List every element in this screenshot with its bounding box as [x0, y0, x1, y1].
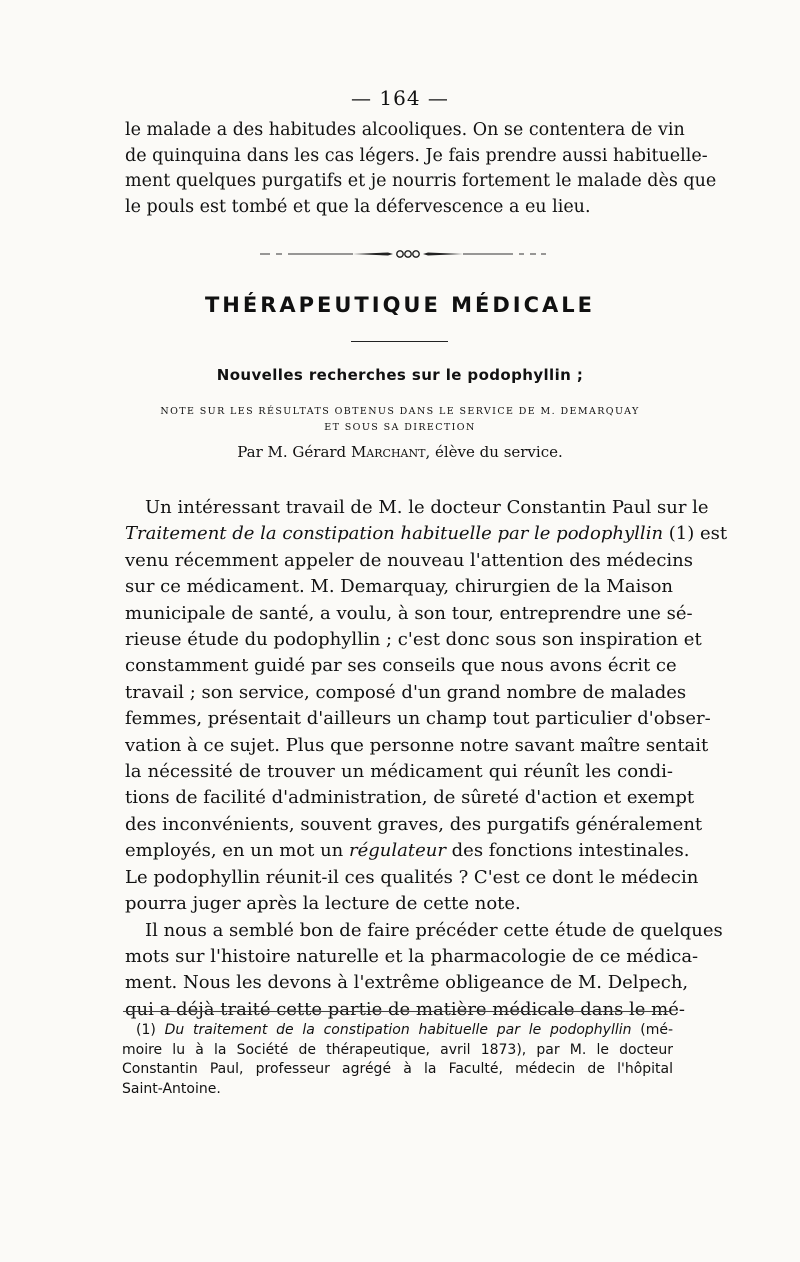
footnote-citation: Du traitement de la constipation habituelle par le podophyllin [164, 1022, 632, 1038]
footnote-line [122, 1021, 673, 1041]
author-name: Marchant [350, 443, 426, 461]
footnote [122, 1021, 673, 1099]
text-line: femmes, présentait d'ailleurs un champ tout particulier d'obser- [125, 708, 711, 730]
text-line: mots sur l'histoire naturelle et la pharmacologie de ce médica- [125, 945, 699, 967]
section-title: THÉRAPEUTIQUE MÉDICALE [204, 293, 596, 317]
section-divider-ornament [258, 243, 548, 265]
footnote-line: Saint-Antoine. [122, 1080, 221, 1097]
text-line: ment quelques purgatifs et je nourris fortement le malade dès que [125, 171, 717, 192]
text-line: des inconvénients, souvent graves, des purgatifs généralement [125, 813, 703, 835]
text-line: de quinquina dans les cas légers. Je fais prendre aussi habituelle- [125, 145, 708, 166]
text-line: la nécessité de trouver un médicament qui réunît les condi- [125, 761, 673, 783]
text-line: vation à ce sujet. Plus que personne notre savant maître sentait [125, 734, 709, 756]
text-line: Le podophyllin réunit-il ces qualités ? C'est ce dont le médecin [125, 866, 699, 888]
subtitle-line: NOTE SUR LES RÉSULTATS OBTENUS DANS LE SERVICE DE M. DEMARQUAY [160, 406, 640, 417]
main-text [125, 495, 728, 1023]
author-line [0, 442, 800, 462]
text-line: tions de facilité d'administration, de sûreté d'action et exempt [125, 787, 695, 809]
title-rule [351, 341, 448, 342]
text-line: Il nous a semblé bon de faire précéder cette étude de quelques [145, 919, 723, 941]
text-line: venu récemment appeler de nouveau l'attention des médecins [125, 549, 693, 571]
citation-title: Traitement de la constipation habituelle par le podophyllin [125, 523, 664, 545]
page-number: — 164 — [351, 86, 449, 110]
author-suffix: , élève du service. [425, 443, 563, 461]
text-line: sur ce médicament. M. Demarquay, chirurgien de la Maison [125, 576, 674, 598]
text-fragment: (1) est [663, 523, 728, 545]
text-fragment: employés, en un mot un [125, 840, 349, 862]
text-line: qui a déjà traité cette partie de matière médicale dans le mé- [125, 998, 685, 1020]
intro-paragraph [125, 118, 717, 220]
text-line: constamment guidé par ses conseils que nous avons écrit ce [125, 655, 677, 677]
text-line: pourra juger après la lecture de cette note. [125, 893, 521, 915]
subtitle-line: ET SOUS SA DIRECTION [324, 422, 476, 433]
author-prefix: Par M. Gérard [237, 443, 347, 461]
footnote-rule [123, 1011, 671, 1012]
footnote-line: Constantin Paul, professeur agrégé à la Faculté, médecin de l'hôpital [122, 1061, 673, 1078]
text-line [125, 838, 690, 864]
text-line [125, 521, 728, 547]
footnote-line: moire lu à la Société de thérapeutique, avril 1873), par M. le docteur [122, 1041, 673, 1058]
text-line: travail ; son service, composé d'un grand nombre de malades [125, 681, 687, 703]
text-line: le malade a des habitudes alcooliques. On se contentera de vin [125, 120, 685, 140]
article-title: Nouvelles recherches sur le podophyllin ; [216, 366, 584, 384]
text-line: municipale de santé, a voulu, à son tour, entreprendre une sé- [125, 602, 693, 624]
article-subtitle-2 [0, 420, 800, 436]
text-line: rieuse étude du podophyllin ; c'est donc sous son inspiration et [125, 629, 702, 651]
footnote-marker: (1) [136, 1022, 156, 1038]
text-line: le pouls est tombé et que la défervescence a eu lieu. [125, 196, 591, 217]
text-fragment: (mé- [631, 1022, 674, 1038]
text-fragment: des fonctions intestinales. [445, 840, 690, 862]
text-line: Un intéressant travail de M. le docteur Constantin Paul sur le [145, 497, 709, 518]
article-subtitle [0, 404, 800, 420]
text-line: ment. Nous les devons à l'extrême obligeance de M. Delpech, [125, 972, 689, 994]
emphasis: régulateur [348, 840, 446, 862]
